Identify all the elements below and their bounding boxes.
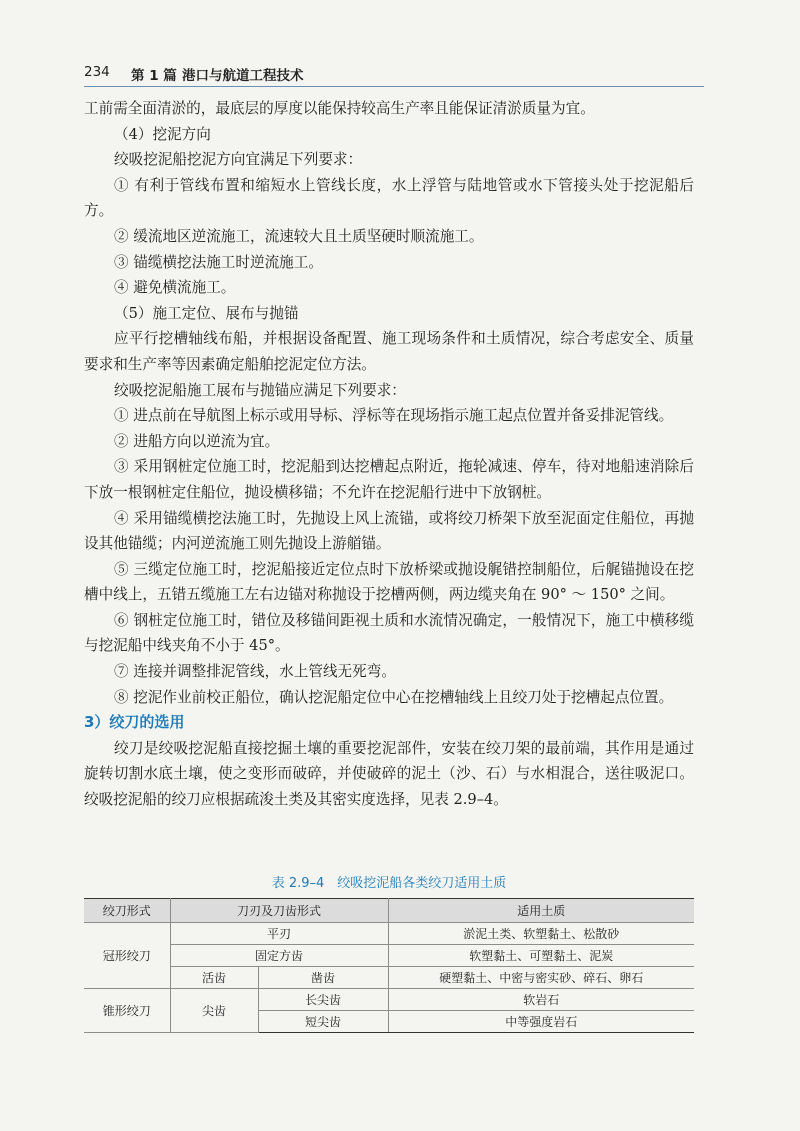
blade-group-cell: 活齿 [170,967,258,989]
table-caption: 表 2.9–4 绞吸挖泥船各类绞刀适用土质 [271,876,507,891]
paragraph: ⑤ 三缆定位施工时，挖泥船接近定位点时下放桥梁或抛设艉错控制船位，后艉锚抛设在挖槽中线上，五错五缆施工左右边锚对称抛设于挖槽两侧，两边缆夹角在 90° ～ 150° 之间。 [84,560,694,604]
blade-cell: 固定方齿 [170,945,388,967]
part-label: 第 1 篇 [131,68,177,84]
table-row [84,923,694,945]
table-row [84,989,694,1011]
soil-cell: 软岩石 [388,989,694,1011]
paragraph: ② 缓流地区逆流施工，流速较大且土质坚硬时顺流施工。 [114,227,484,245]
paragraph: 工前需全面清淤的，最底层的厚度以能保持较高生产率且能保证清淤质量为宜。 [84,100,595,117]
paragraph: （5）施工定位、展布与抛锚 [114,304,299,322]
part-title: 港口与航道工程技术 [182,68,304,84]
paragraph: ② 进船方向以逆流为宜。 [114,432,280,450]
blade-group-cell: 尖齿 [170,989,258,1033]
paragraph-list [84,96,694,710]
section-paragraph: 绞刀是绞吸挖泥船直接挖掘土壤的重要挖泥部件，安装在绞刀架的最前端，其作用是通过旋转切割水底土壤，使之变形而破碎，并使破碎的泥土（沙、石）与水相混合，送往吸泥口。绞吸挖泥船的绞刀应根据疏浚土类及其密实度选择，见表 2.9–4。 [84,739,694,809]
paragraph: ③ 锚缆横挖法施工时逆流施工。 [114,253,323,271]
soil-cell: 中等强度岩石 [388,1011,694,1033]
paragraph: ⑧ 挖泥作业前校正船位，确认挖泥船定位中心在挖槽轴线上且绞刀处于挖槽起点位置。 [114,688,674,706]
paragraph: ⑦ 连接并调整排泥管线，水上管线无死弯。 [114,663,396,681]
blade-cell: 平刃 [170,923,388,945]
paragraph: ④ 采用锚缆横挖法施工时，先抛设上风上流锚，或将绞刀桥架下放至泥面定住船位，再抛设其他锚缆；内河逆流施工则先抛设上游艏锚。 [84,509,694,553]
cutter-type-cell: 锥形绞刀 [84,989,170,1033]
paragraph: ⑥ 钢桩定位施工时，错位及移锚间距视土质和水流情况确定，一般情况下，施工中横移缆与挖泥船中线夹角不小于 45°。 [84,611,694,655]
paragraph: ③ 采用钢桩定位施工时，挖泥船到达挖槽起点附近，拖轮减速、停车，待对地船速消除后下放一根钢桩定住船位，抛设横移锚；不允许在挖泥船行进中下放钢桩。 [84,458,694,501]
running-header [84,60,704,86]
paragraph: 绞吸挖泥船挖泥方向宜满足下列要求： [114,151,363,169]
page-number: 234 [84,64,110,80]
paragraph: ① 进点前在导航图上标示或用导标、浮标等在现场指示施工起点位置并备妥排泥管线。 [114,407,674,425]
paragraph: （4）挖泥方向 [114,125,211,143]
table-header-row [84,899,694,923]
blade-cell: 凿齿 [258,967,388,989]
header-cell: 适用土质 [388,899,694,923]
section-heading: 3）绞刀的选用 [84,713,185,732]
table-row [84,945,694,967]
soil-cell: 淤泥土类、软塑黏土、松散砂 [388,923,694,945]
table-row [84,967,694,989]
soil-cell: 软塑黏土、可塑黏土、泥炭 [388,945,694,967]
blade-cell: 短尖齿 [258,1011,388,1033]
cutter-table [84,898,694,1033]
header-cell: 绞刀形式 [84,899,170,923]
paragraph: 绞吸挖泥船施工展布与抛锚应满足下列要求： [114,381,406,399]
soil-cell: 硬塑黏土、中密与密实砂、碎石、卵石 [388,967,694,989]
header-cell: 刀刃及刀齿形式 [170,899,388,923]
cutter-type-cell: 冠形绞刀 [84,923,170,989]
body-text [84,96,694,813]
paragraph: 应平行挖槽轴线布船，并根据设备配置、施工现场条件和土质情况，综合考虑安全、质量要求和生产率等因素确定船舶挖泥定位方法。 [84,330,694,373]
header-rule [84,86,704,87]
blade-cell: 长尖齿 [258,989,388,1011]
paragraph: ④ 避免横流施工。 [114,279,236,297]
paragraph: ① 有利于管线布置和缩短水上管线长度，水上浮管与陆地管或水下管接头处于挖泥船后方。 [84,176,694,220]
